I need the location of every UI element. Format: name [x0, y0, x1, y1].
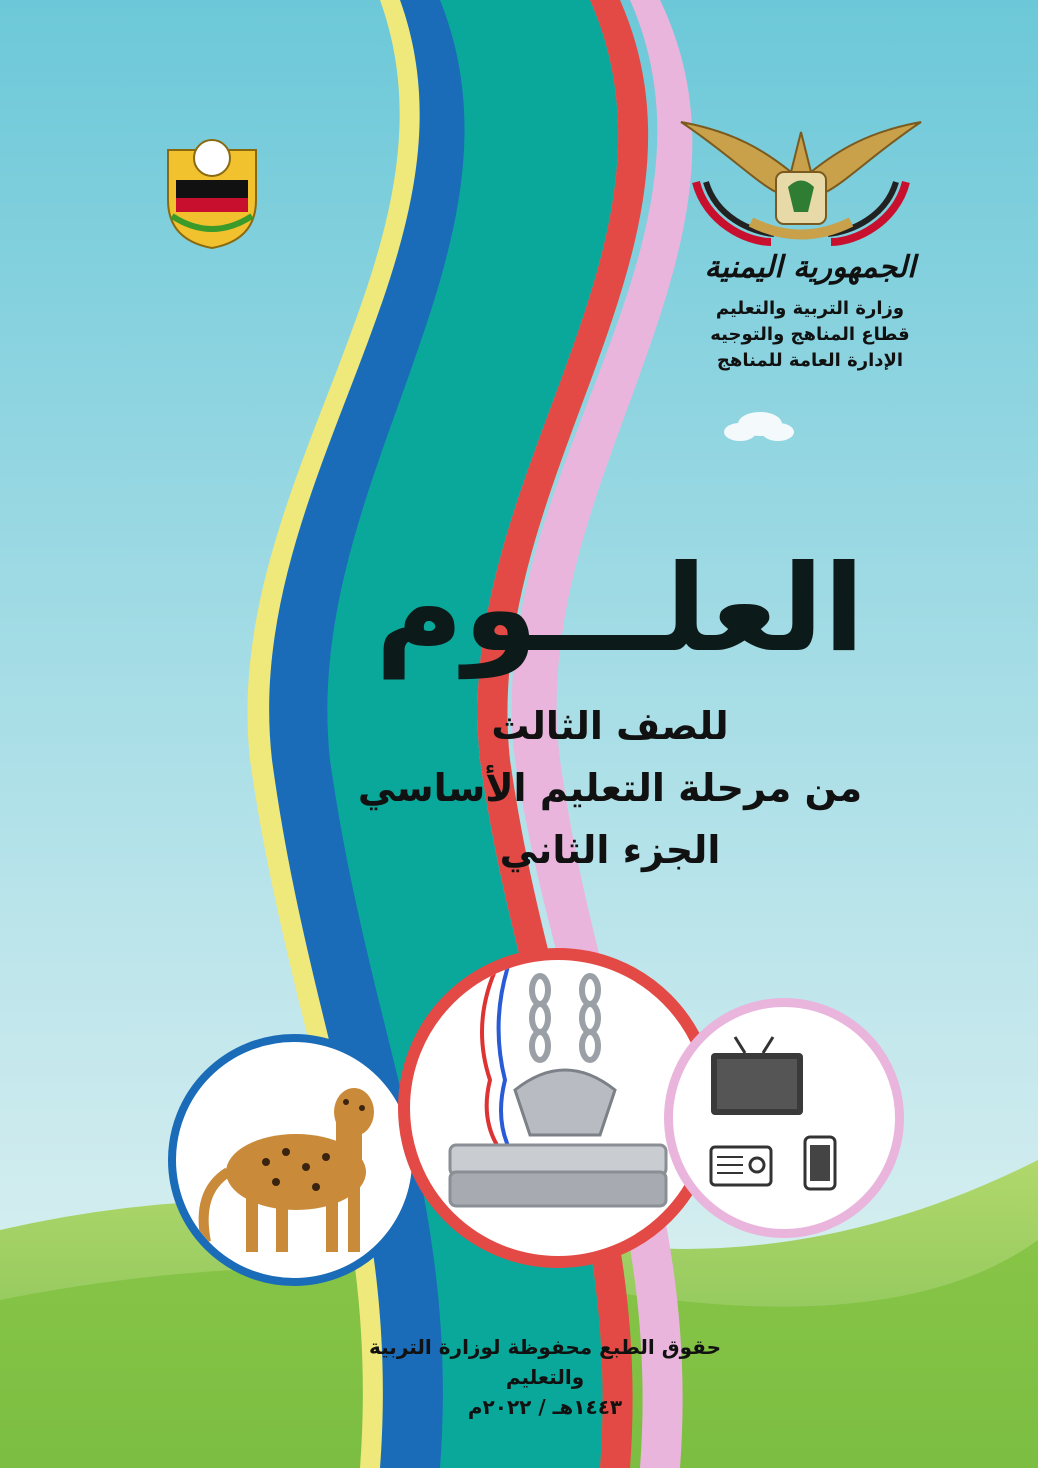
- ministry-block: [690, 296, 930, 374]
- leopard-image: [168, 1034, 420, 1286]
- copyright-line: حقوق الطبع محفوظة لوزارة التربية والتعليم: [369, 1335, 721, 1389]
- department-line: الإدارة العامة للمناهج: [716, 350, 904, 371]
- ministry-line: وزارة التربية والتعليم: [715, 298, 905, 319]
- electronic-devices-image: [664, 998, 904, 1238]
- book-title: العلـــوم: [375, 540, 865, 679]
- grade-line: للصف الثالث: [491, 704, 729, 748]
- footer: [330, 1332, 760, 1422]
- book-subtitle: [330, 695, 890, 881]
- country-name: الجمهورية اليمنية: [704, 250, 916, 285]
- year-line: ١٤٤٣هـ / ٢٠٢٢م: [467, 1395, 623, 1419]
- stage-line: من مرحلة التعليم الأساسي: [357, 766, 863, 810]
- part-line: الجزء الثاني: [499, 828, 721, 872]
- yemen-eagle-emblem-icon: [676, 112, 926, 262]
- sector-line: قطاع المناهج والتوجيه: [710, 324, 910, 345]
- ministry-seal-icon: [158, 130, 266, 250]
